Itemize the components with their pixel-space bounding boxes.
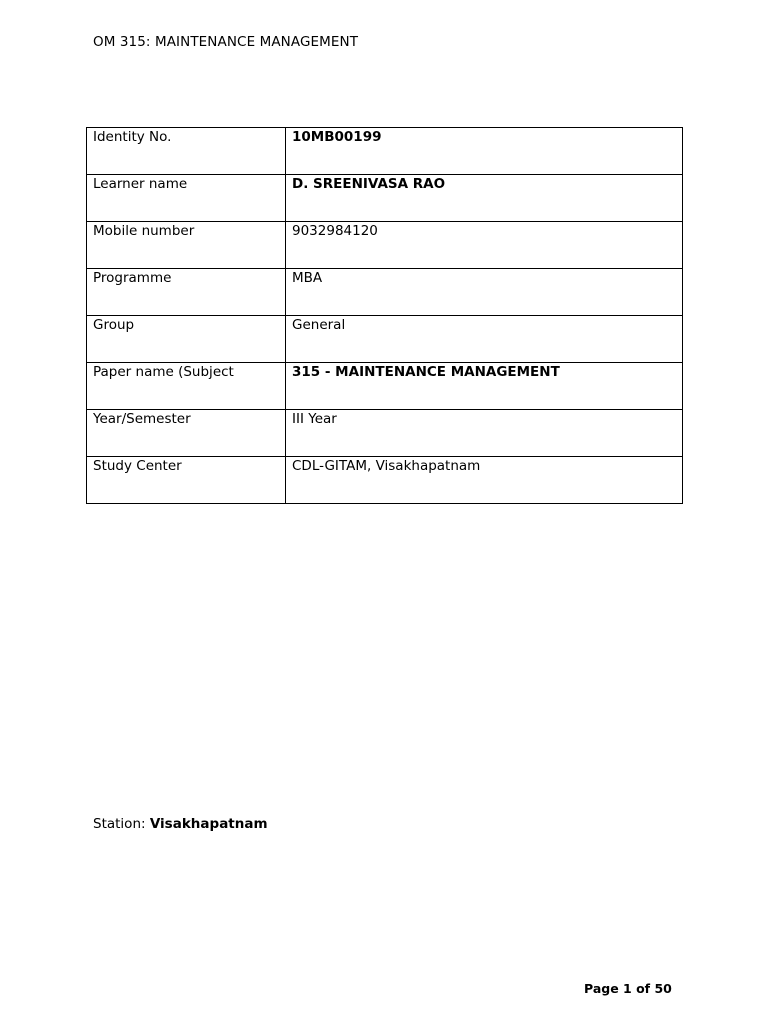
- row-label-mobile-number: Mobile number: [87, 222, 286, 269]
- row-value-learner-name: D. SREENIVASA RAO: [286, 175, 683, 222]
- table-row: [87, 222, 683, 269]
- row-value-group: General: [286, 316, 683, 363]
- table-row: [87, 316, 683, 363]
- row-label-identity-no: Identity No.: [87, 128, 286, 175]
- station-label: Station:: [93, 816, 146, 832]
- table-row: [87, 269, 683, 316]
- document-header-title: OM 315: MAINTENANCE MANAGEMENT: [93, 34, 359, 50]
- row-label-year-semester: Year/Semester: [87, 410, 286, 457]
- station-value: Visakhapatnam: [149, 816, 268, 832]
- table-row: [87, 363, 683, 410]
- row-value-paper-name: 315 - MAINTENANCE MANAGEMENT: [286, 363, 683, 410]
- row-label-programme: Programme: [87, 269, 286, 316]
- page-number: Page 1 of 50: [584, 981, 672, 996]
- table-row: [87, 128, 683, 175]
- row-value-identity-no: 10MB00199: [286, 128, 683, 175]
- row-value-year-semester: III Year: [286, 410, 683, 457]
- table-row: [87, 457, 683, 504]
- row-value-study-center: CDL-GITAM, Visakhapatnam: [286, 457, 683, 504]
- row-label-study-center: Study Center: [87, 457, 286, 504]
- station-line: [93, 816, 268, 832]
- row-label-learner-name: Learner name: [87, 175, 286, 222]
- table-row: [87, 410, 683, 457]
- learner-info-table: [86, 127, 683, 504]
- row-label-paper-name: Paper name (Subject: [87, 363, 286, 410]
- row-value-programme: MBA: [286, 269, 683, 316]
- table-row: [87, 175, 683, 222]
- row-value-mobile-number: 9032984120: [286, 222, 683, 269]
- row-label-group: Group: [87, 316, 286, 363]
